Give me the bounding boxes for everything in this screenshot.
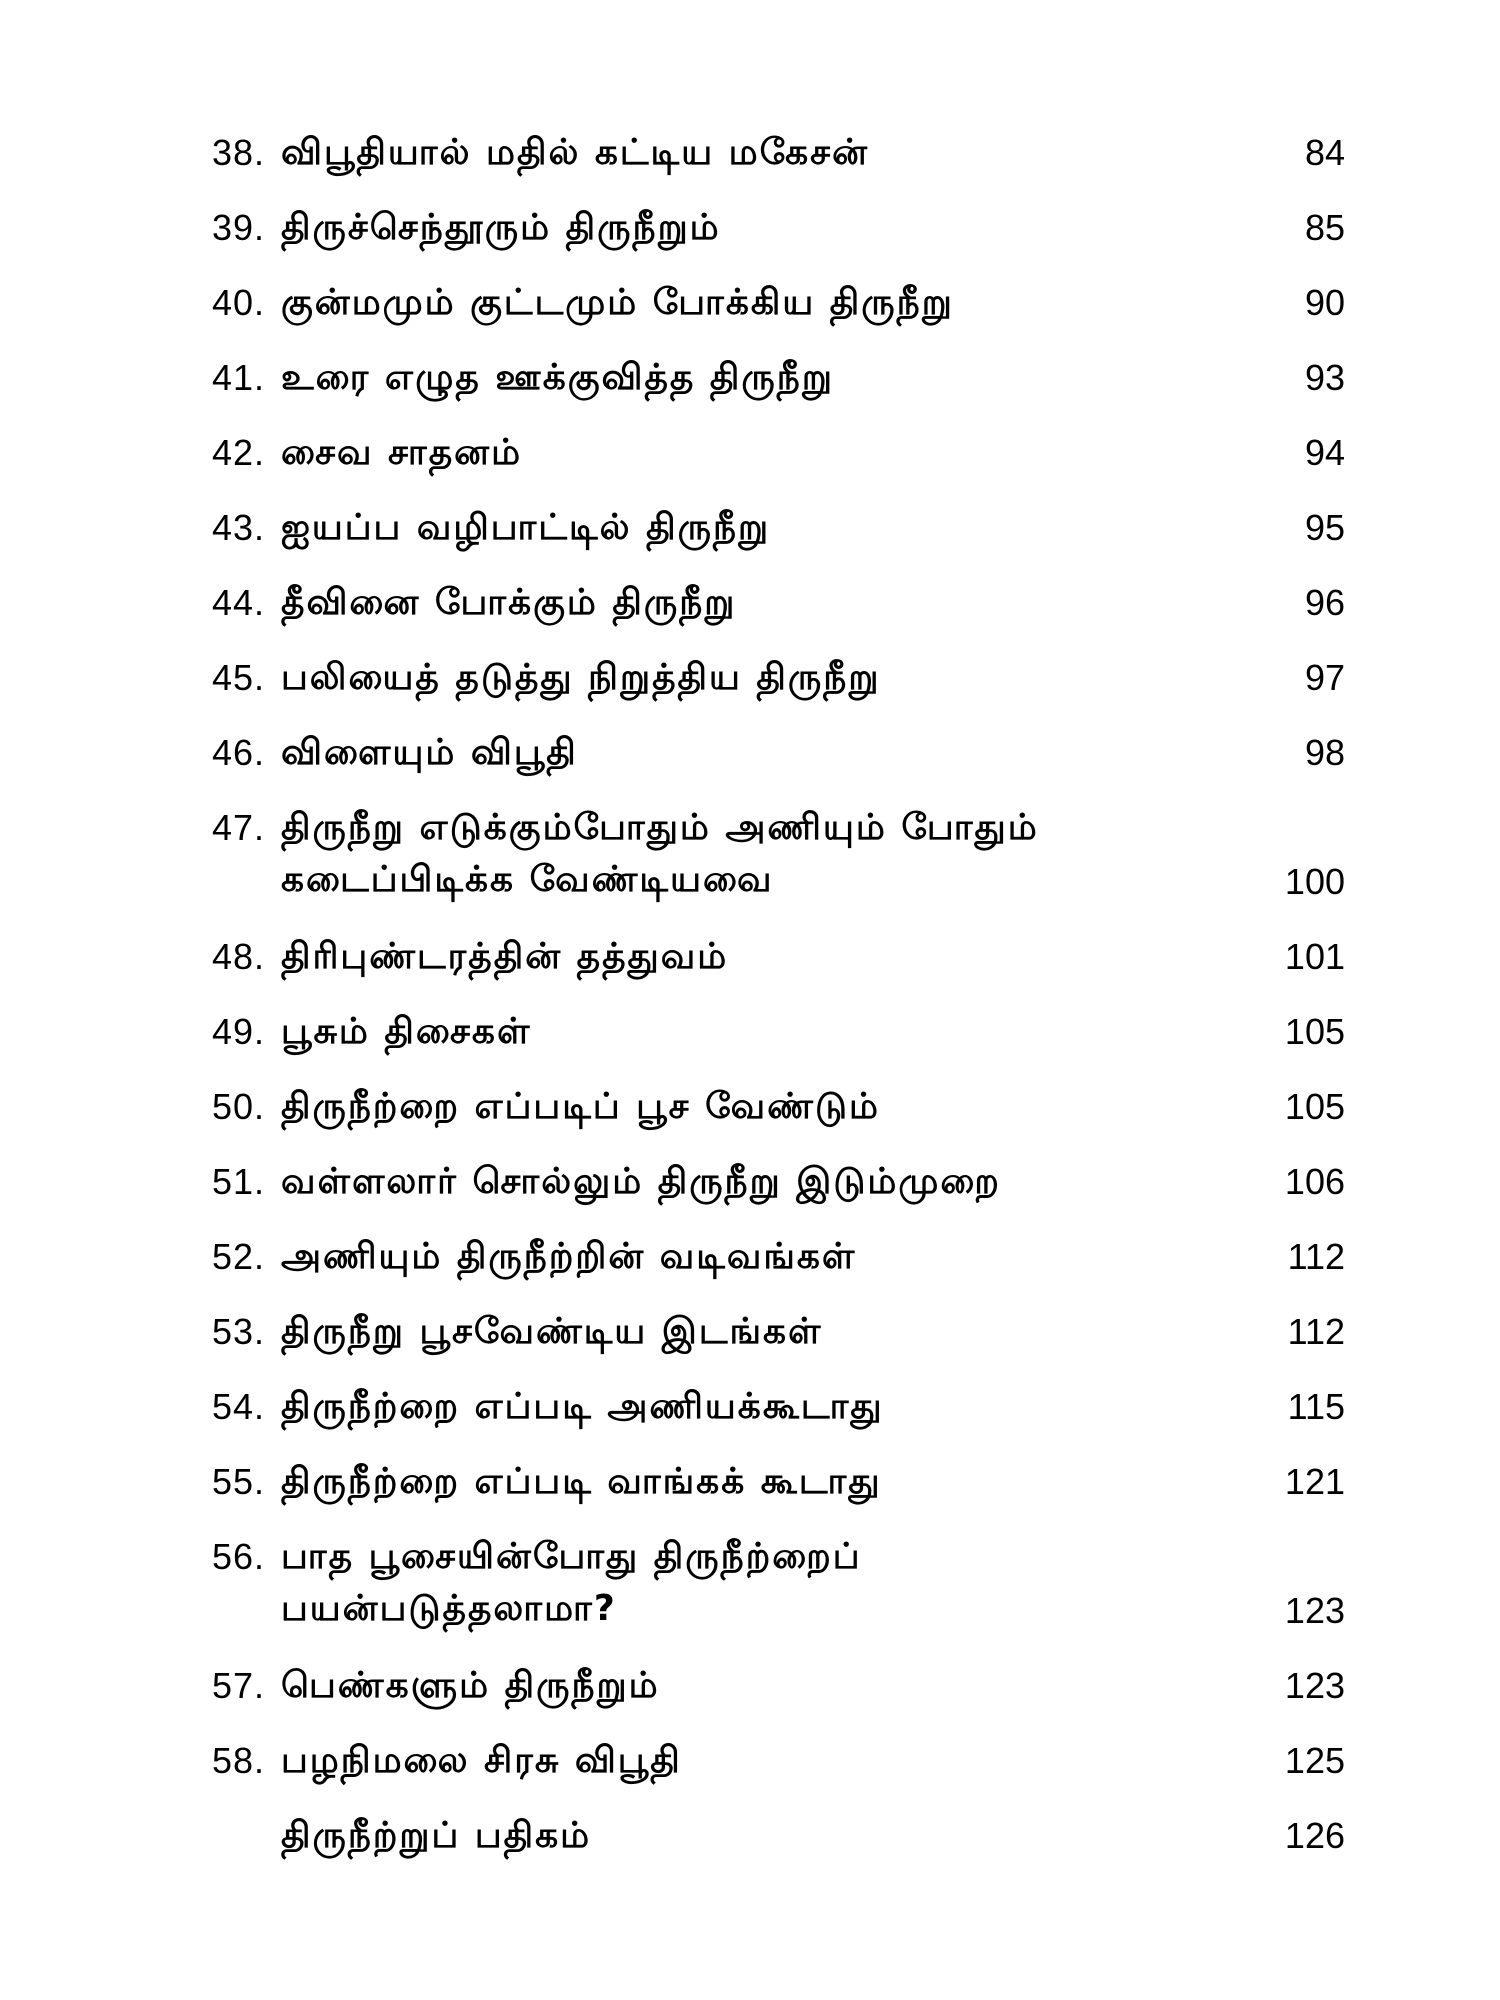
entry-page-number: 115 [1287,1386,1345,1427]
entry-page-number: 84 [1304,132,1345,173]
entry-title [281,1531,1161,1635]
entry-title: திரிபுண்டரத்தின் தத்துவம் [281,936,729,977]
entry-number: 58. [211,1740,265,1781]
entry-title: ஐயப்ப வழிபாட்டில் திருநீறு [281,507,771,548]
toc-entry [185,127,1345,179]
entry-title: பெண்களும் திருநீறும் [281,1665,660,1706]
entry-title: திருநீற்றை எப்படி அணியக்கூடாது [281,1386,884,1427]
entry-number: 52. [211,1236,265,1277]
entry-page-number: 126 [1284,1815,1345,1856]
entry-number: 55. [211,1461,265,1502]
entry-number: 47. [211,807,265,848]
entry-page-number: 96 [1304,582,1345,623]
entry-number: 53. [211,1311,265,1352]
toc-entry [185,931,1345,983]
entry-number: 56. [211,1536,265,1577]
entry-page-number: 125 [1284,1740,1345,1781]
entry-page-number: 121 [1284,1461,1345,1502]
entry-title-line-1: பாத பூசையின்போது திருநீற்றைப் [281,1536,862,1577]
toc-entry [185,802,1345,908]
entry-page-number: 93 [1304,357,1345,398]
entry-number: 48. [211,936,265,977]
entry-title-line-2: கடைப்பிடிக்க வேண்டியவை [281,859,774,900]
toc-entry [185,502,1345,554]
entry-page-number: 105 [1284,1086,1345,1127]
entry-title: விளையும் விபூதி [281,732,578,773]
entry-title: திருநீற்றுப் பதிகம் [281,1815,592,1856]
entry-number: 46. [211,732,265,773]
toc-entry [185,202,1345,254]
entry-title: திருநீற்றை எப்படிப் பூச வேண்டும் [281,1086,881,1127]
entry-page-number: 112 [1287,1236,1345,1277]
toc-entry [185,1081,1345,1133]
entry-number: 49. [211,1011,265,1052]
entry-title: பூசும் திசைகள் [281,1011,532,1052]
entry-page-number: 123 [1284,1590,1345,1631]
toc-entry [185,352,1345,404]
entry-page-number: 112 [1287,1311,1345,1352]
toc-entry [185,1306,1345,1358]
toc-entry [185,1006,1345,1058]
entry-page-number: 100 [1284,861,1345,902]
entry-number: 54. [211,1386,265,1427]
entry-title: வள்ளலார் சொல்லும் திருநீறு இடும்முறை [281,1161,1001,1202]
entry-page-number: 101 [1284,936,1345,977]
entry-number: 45. [211,657,265,698]
entry-number: 50. [211,1086,265,1127]
entry-title: திருநீற்றை எப்படி வாங்கக் கூடாது [281,1461,882,1502]
entry-page-number: 105 [1284,1011,1345,1052]
toc-entry [185,1456,1345,1508]
entry-title: தீவினை போக்கும் திருநீறு [281,582,737,623]
entry-number: 38. [211,132,265,173]
toc-entry [185,427,1345,479]
toc-entry [185,1735,1345,1787]
toc-entry [185,1381,1345,1433]
table-of-contents [185,127,1345,1885]
entry-number: 42. [211,432,265,473]
entry-title: குன்மமும் குட்டமும் போக்கிய திருநீறு [281,282,954,323]
entry-title: பலியைத் தடுத்து நிறுத்திய திருநீறு [281,657,881,698]
entry-title-line-1: திருநீறு எடுக்கும்போதும் அணியும் போதும் [281,807,1039,848]
entry-page-number: 85 [1304,207,1345,248]
entry-number: 51. [211,1161,265,1202]
toc-entry [185,1810,1345,1862]
entry-page-number: 90 [1304,282,1345,323]
entry-title: அணியும் திருநீற்றின் வடிவங்கள் [281,1236,857,1277]
entry-title-line-2: பயன்படுத்தலாமா? [281,1588,617,1629]
toc-entry [185,277,1345,329]
entry-page-number: 94 [1304,432,1345,473]
entry-number: 41. [211,357,265,398]
entry-title: உரை எழுத ஊக்குவித்த திருநீறு [281,357,834,398]
entry-page-number: 106 [1284,1161,1345,1202]
toc-entry [185,1156,1345,1208]
toc-entry [185,652,1345,704]
toc-entry [185,577,1345,629]
toc-entry [185,1660,1345,1712]
entry-title: திருநீறு பூசவேண்டிய இடங்கள் [281,1311,823,1352]
entry-number: 44. [211,582,265,623]
entry-number: 57. [211,1665,265,1706]
entry-number: 40. [211,282,265,323]
entry-title: சைவ சாதனம் [281,432,523,473]
toc-entry [185,1231,1345,1283]
entry-page-number: 95 [1304,507,1345,548]
toc-entry [185,727,1345,779]
entry-title: திருச்செந்தூரும் திருநீறும் [281,207,721,248]
entry-page-number: 98 [1304,732,1345,773]
entry-title: பழநிமலை சிரசு விபூதி [281,1740,682,1781]
entry-title: விபூதியால் மதில் கட்டிய மகேசன் [281,132,870,173]
entry-title [281,802,1161,906]
toc-entry [185,1531,1345,1637]
entry-number: 39. [211,207,265,248]
entry-number: 43. [211,507,265,548]
entry-page-number: 123 [1284,1665,1345,1706]
entry-page-number: 97 [1304,657,1345,698]
